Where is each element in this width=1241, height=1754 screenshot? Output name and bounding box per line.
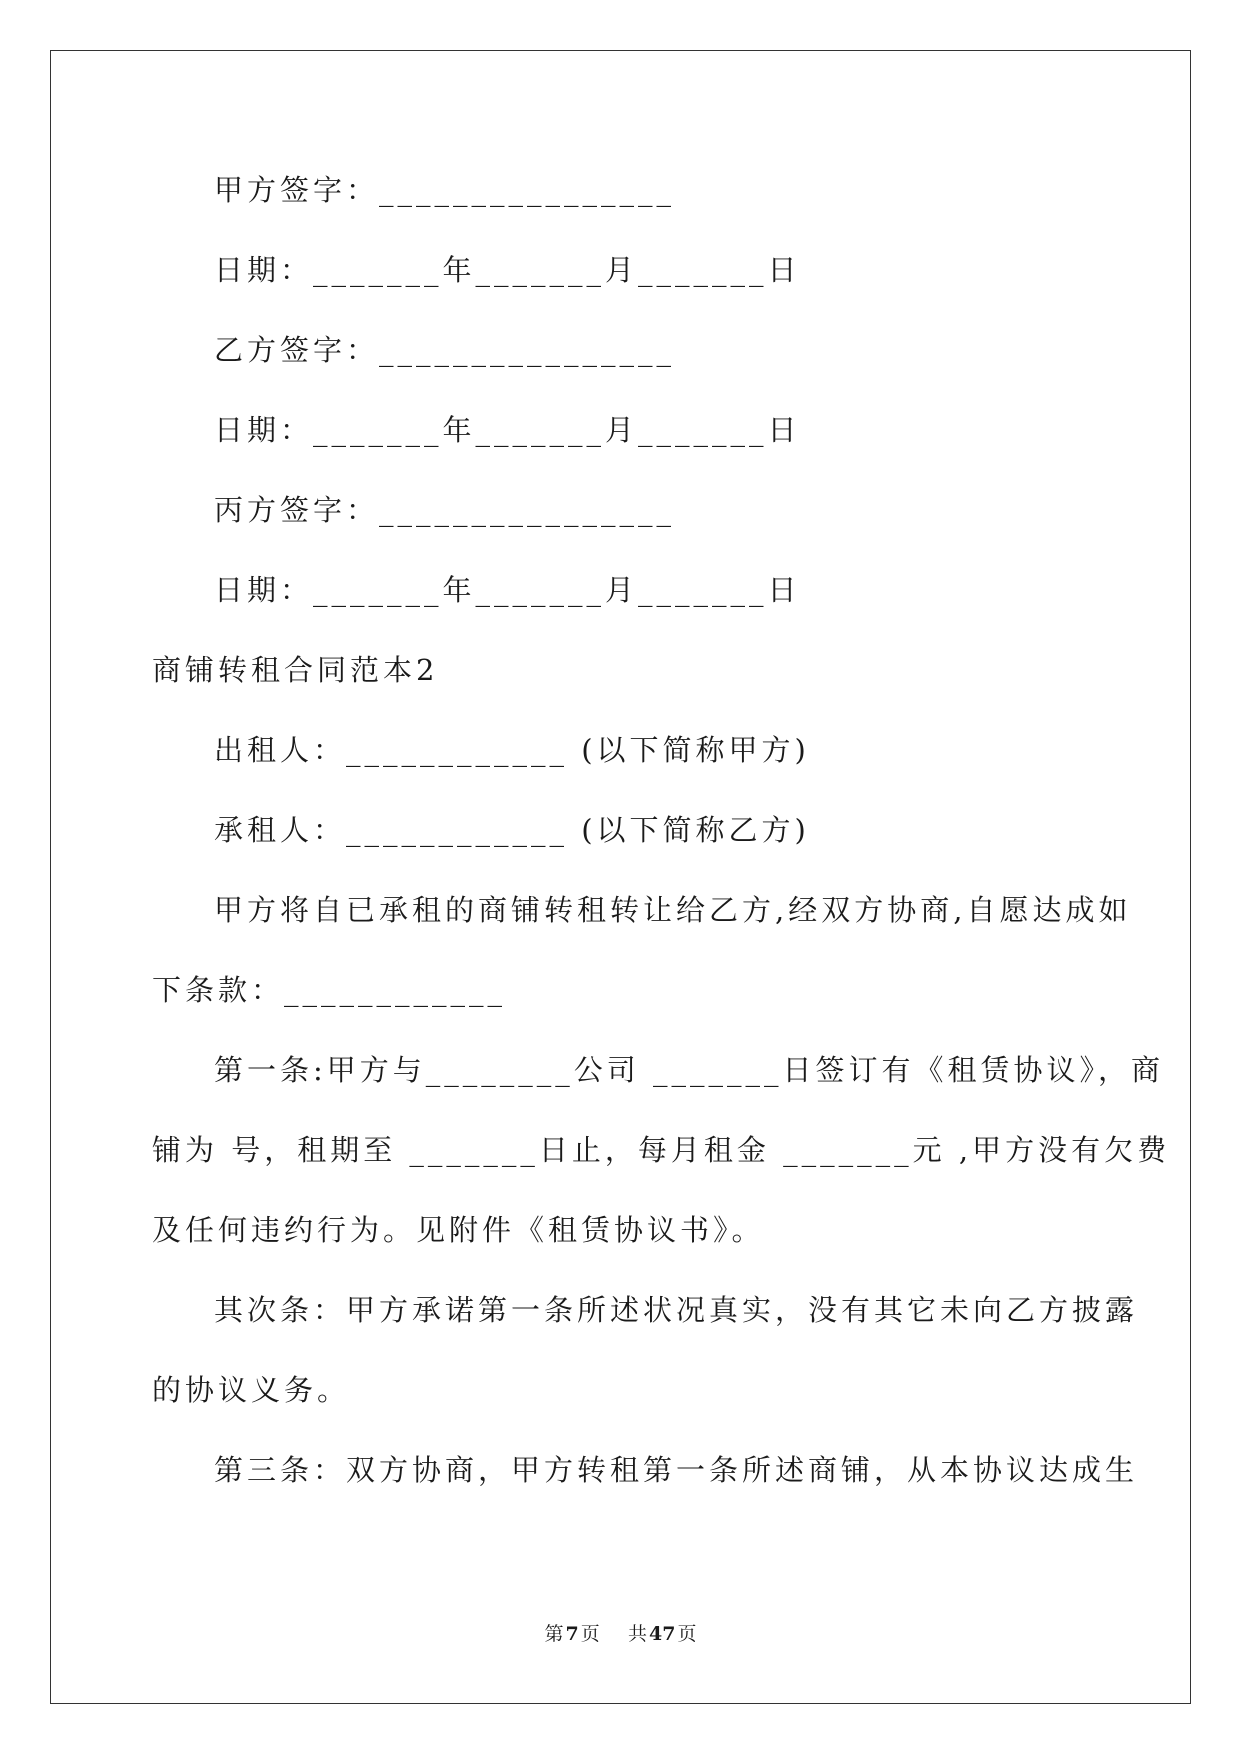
lessee-line: 承租人：____________ (以下简称乙方)	[214, 813, 810, 847]
footer-page-prefix: 第	[544, 1623, 564, 1645]
party-a-signature-line: 甲方签字：________________	[214, 173, 676, 207]
footer-page-number: 7	[565, 1623, 579, 1645]
lessor-line: 出租人：____________ (以下简称甲方)	[214, 733, 810, 767]
footer-total-number: 47	[648, 1623, 676, 1645]
section-title: 商铺转租合同范本2	[152, 653, 439, 687]
footer-total-prefix: 共	[627, 1623, 647, 1645]
intro-paragraph-line2: 下条款：____________	[152, 973, 507, 1007]
footer-page-unit: 页	[580, 1623, 600, 1645]
article1-line1: 第一条:甲方与________公司 _______日签订有《租赁协议》，商	[214, 1053, 1164, 1087]
party-b-signature-line: 乙方签字：________________	[214, 333, 676, 367]
date-line-c: 日期：_______年_______月_______日	[214, 573, 801, 607]
article3-line1: 第三条：双方协商，甲方转租第一条所述商铺，从本协议达成生	[214, 1453, 1139, 1487]
date-line-b: 日期：_______年_______月_______日	[214, 413, 801, 447]
date-line-a: 日期：_______年_______月_______日	[214, 253, 801, 287]
article1-line3: 及任何违约行为。见附件《租赁协议书》。	[152, 1213, 765, 1247]
footer-total-unit: 页	[677, 1623, 697, 1645]
page-footer	[0, 1619, 1241, 1646]
article2-line2: 的协议义务。	[152, 1373, 351, 1407]
party-c-signature-line: 丙方签字：________________	[214, 493, 676, 527]
intro-paragraph-line1: 甲方将自已承租的商铺转租转让给乙方,经双方协商,自愿达成如	[214, 893, 1132, 927]
article1-line2: 铺为 号，租期至 _______日止，每月租金 _______元 ,甲方没有欠费	[152, 1133, 1171, 1167]
article2-line1: 其次条：甲方承诺第一条所述状况真实，没有其它未向乙方披露	[214, 1293, 1139, 1327]
